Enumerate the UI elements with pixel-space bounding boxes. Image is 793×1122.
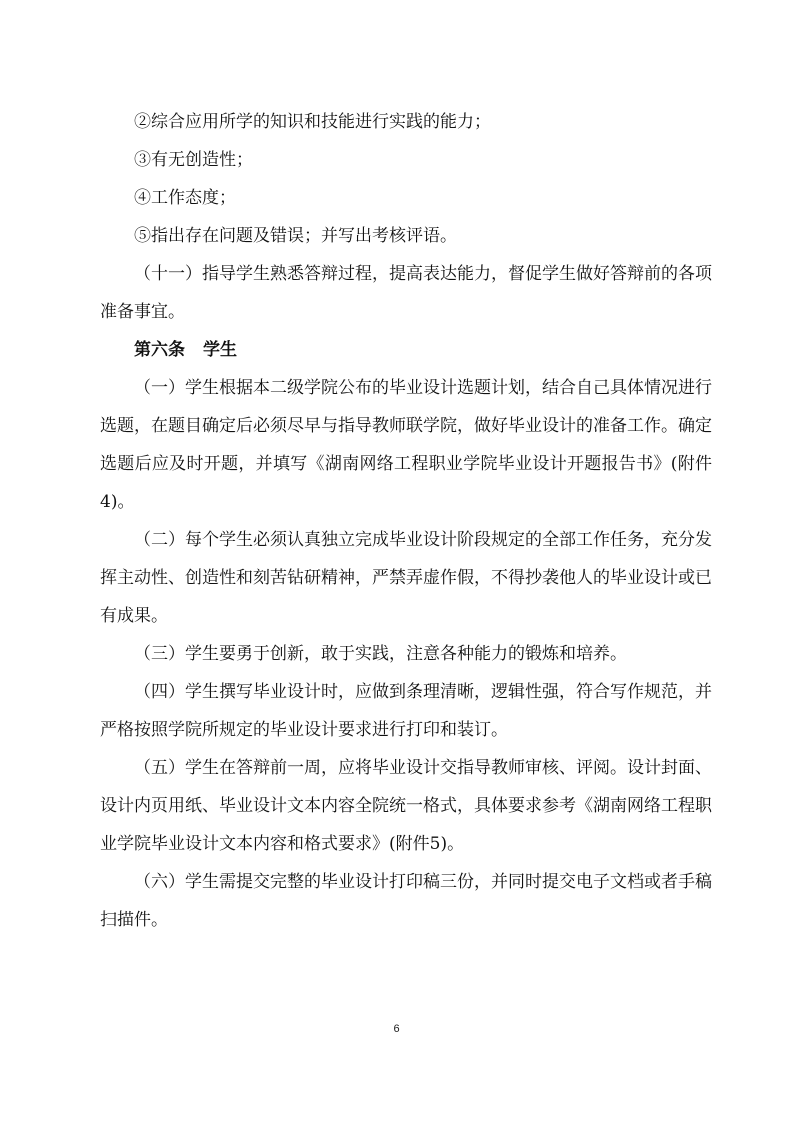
section-heading (100, 331, 712, 369)
student-clause-4: （四）学生撰写毕业设计时，应做到条理清晰，逻辑性强，符合写作规范，并严格按照学院所规定的毕业设计要求进行打印和装订。 (100, 682, 712, 740)
page-number: 6 (393, 1023, 400, 1035)
student-clause-3: （三）学生要勇于创新，敢于实践，注意各种能力的锻炼和培养。 (134, 644, 627, 664)
criteria-item-2: ②综合应用所学的知识和技能进行实践的能力； (134, 112, 491, 132)
student-clause-2: （二）每个学生必须认真独立完成毕业设计阶段规定的全部工作任务，充分发挥主动性、创造性和刻苦钻研精神，严禁弄虚作假，不得抄袭他人的毕业设计或已有成果。 (100, 530, 712, 626)
document-body (100, 103, 712, 939)
student-clause-6: （六）学生需提交完整的毕业设计打印稿三份，并同时提交电子文档或者手稿扫描件。 (100, 872, 712, 930)
section-number: 第六条 (134, 340, 185, 360)
clause-11: （十一）指导学生熟悉答辩过程，提高表达能力，督促学生做好答辩前的各项准备事宜。 (100, 264, 712, 322)
section-title: 学生 (203, 340, 237, 360)
criteria-item-4: ④工作态度； (134, 188, 236, 208)
criteria-item-3: ③有无创造性； (134, 150, 253, 170)
student-clause-5: （五）学生在答辩前一周，应将毕业设计交指导教师审核、评阅。设计封面、设计内页用纸、毕业设计文本内容全院统一格式，具体要求参考《湖南网络工程职业学院毕业设计文本内容和格式要求》(附件5)。 (100, 758, 712, 854)
student-clause-1: （一）学生根据本二级学院公布的毕业设计选题计划，结合自己具体情况进行选题，在题目确定后必须尽早与指导教师联学院，做好毕业设计的准备工作。确定选题后应及时开题，并填写《湖南网络工程职业学院毕业设计开题报告书》(附件4)。 (100, 378, 712, 512)
criteria-item-5: ⑤指出存在问题及错误；并写出考核评语。 (134, 226, 457, 246)
